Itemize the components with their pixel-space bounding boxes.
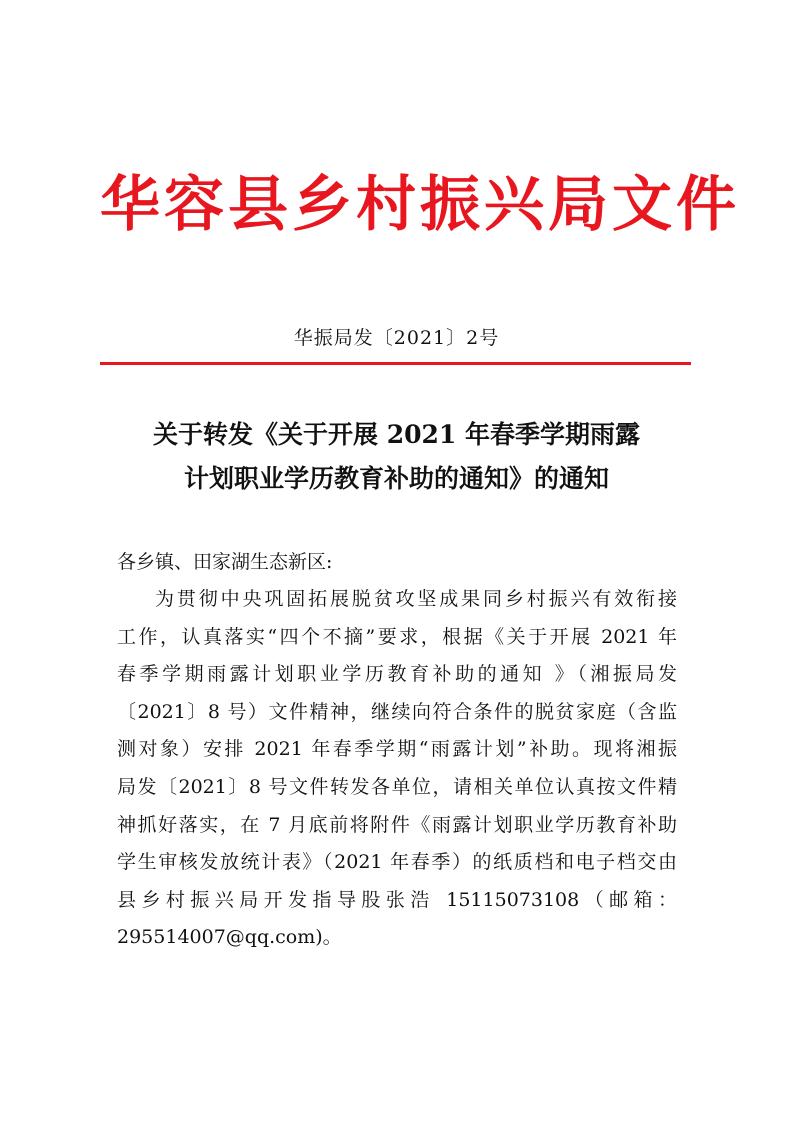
body-line: 测对象）安排 2021 年春季学期“雨露计划”补助。现将湘振	[117, 738, 677, 761]
title-line: 计划职业学历教育补助的通知》的通知	[183, 464, 609, 493]
document-title	[100, 413, 693, 501]
title-line: 关于转发《关于开展 2021 年春季学期雨露	[153, 420, 640, 449]
body-line: 工作，认真落实“四个不摘”要求，根据《关于开展 2021 年	[117, 625, 677, 648]
body-line: 县乡村振兴局开发指导股张浩 15115073108（邮箱：	[117, 888, 677, 911]
body-line: 局发〔2021〕8 号文件转发各单位，请相关单位认真按文件精	[117, 775, 677, 798]
body-line: 学生审核发放统计表》（2021 年春季）的纸质档和电子档交由	[117, 851, 677, 874]
body-line: 为贯彻中央巩固拓展脱贫攻坚成果同乡村振兴有效衔接	[155, 588, 677, 610]
body-line: 295514007@qq.com)。	[117, 926, 342, 949]
body-line: 〔2021〕8 号）文件精神，继续向符合条件的脱贫家庭（含监	[117, 700, 677, 723]
addressee: 各乡镇、田家湖生态新区:	[117, 551, 333, 573]
red-divider-line	[100, 362, 691, 365]
body-paragraph	[117, 586, 677, 962]
masthead-title: 华容县乡村振兴局文件	[100, 170, 740, 240]
body-line: 春季学期雨露计划职业学历教育补助的通知 》（湘振局发	[117, 663, 677, 686]
body-line: 神抓好落实，在 7 月底前将附件《雨露计划职业学历教育补助	[117, 813, 677, 836]
document-number: 华振局发〔2021〕2号	[293, 327, 500, 349]
